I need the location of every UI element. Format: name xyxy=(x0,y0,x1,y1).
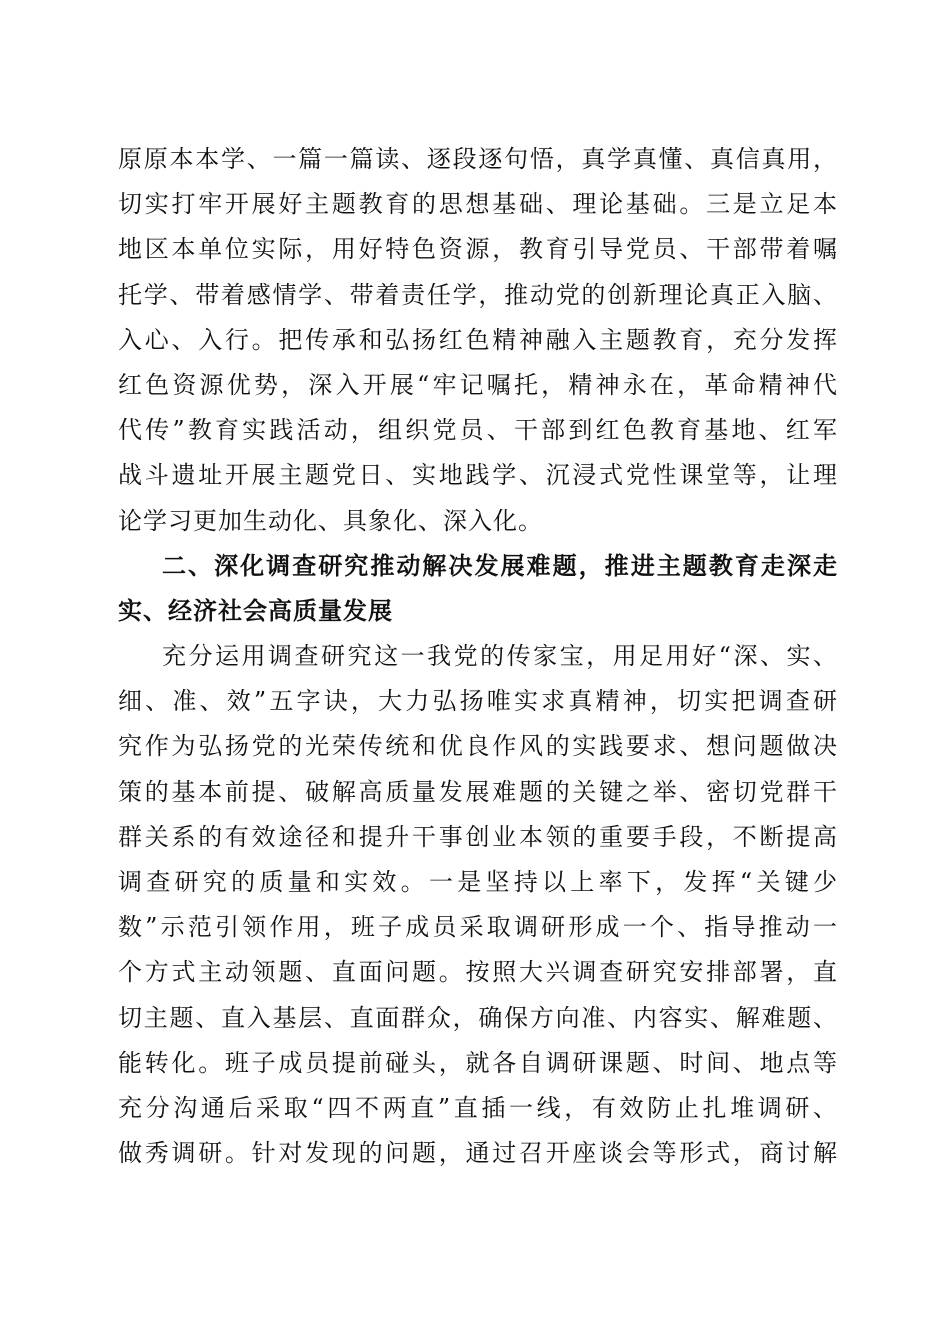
text-line: 切主题、直入基层、直面群众，确保方向准、内容实、解难题、 xyxy=(118,1003,838,1032)
text-line: 原原本本学、一篇一篇读、逐段逐句悟，真学真懂、真信真用， xyxy=(118,145,838,173)
text-line: 地区本单位实际，用好特色资源，教育引导党员、干部带着嘱 xyxy=(118,235,838,264)
text-line: 究作为弘扬党的光荣传统和优良作风的实践要求、想问题做决 xyxy=(118,732,838,761)
text-line: 切实打牢开展好主题教育的思想基础、理论基础。三是立足本 xyxy=(118,190,838,219)
text-line: 论学习更加生动化、具象化、深入化。 xyxy=(118,506,543,535)
heading-line: 二、深化调查研究推动解决发展难题，推进主题教育走深走 xyxy=(162,551,838,580)
text-line: 个方式主动领题、直面问题。按照大兴调查研究安排部署，直 xyxy=(118,958,838,987)
section2-paragraph xyxy=(118,634,838,1176)
text-line: 细、准、效”五字诀，大力弘扬唯实求真精神，切实把调查研 xyxy=(118,687,838,716)
heading-line: 实、经济社会高质量发展 xyxy=(118,596,393,625)
section1-paragraph-tail xyxy=(118,137,838,544)
text-line: 做秀调研。针对发现的问题，通过召开座谈会等形式，商讨解 xyxy=(118,1139,838,1168)
text-line: 调查研究的质量和实效。一是坚持以上率下，发挥“关键少 xyxy=(118,868,838,896)
text-line: 群关系的有效途径和提升干事创业本领的重要手段，不断提高 xyxy=(118,822,838,851)
text-line: 能转化。班子成员提前碰头，就各自调研课题、时间、地点等 xyxy=(118,1048,838,1077)
text-line: 充分运用调查研究这一我党的传家宝，用足用好“深、实、 xyxy=(162,642,838,671)
text-line: 充分沟通后采取“四不两直”直插一线，有效防止扎堆调研、 xyxy=(118,1093,838,1122)
text-line: 战斗遗址开展主题党日、实地践学、沉浸式党性课堂等，让理 xyxy=(118,461,838,490)
text-line: 入心、入行。把传承和弘扬红色精神融入主题教育，充分发挥 xyxy=(118,325,838,354)
document-body xyxy=(118,137,838,1176)
text-line: 数”示范引领作用，班子成员采取调研形成一个、指导推动一 xyxy=(118,913,838,942)
text-line: 代传”教育实践活动，组织党员、干部到红色教育基地、红军 xyxy=(118,416,838,445)
text-line: 红色资源优势，深入开展“牢记嘱托，精神永在，革命精神代 xyxy=(118,370,838,399)
section2-heading xyxy=(118,544,838,634)
text-line: 策的基本前提、破解高质量发展难题的关键之举、密切党群干 xyxy=(118,777,838,806)
text-line: 托学、带着感情学、带着责任学，推动党的创新理论真正入脑、 xyxy=(118,280,838,309)
